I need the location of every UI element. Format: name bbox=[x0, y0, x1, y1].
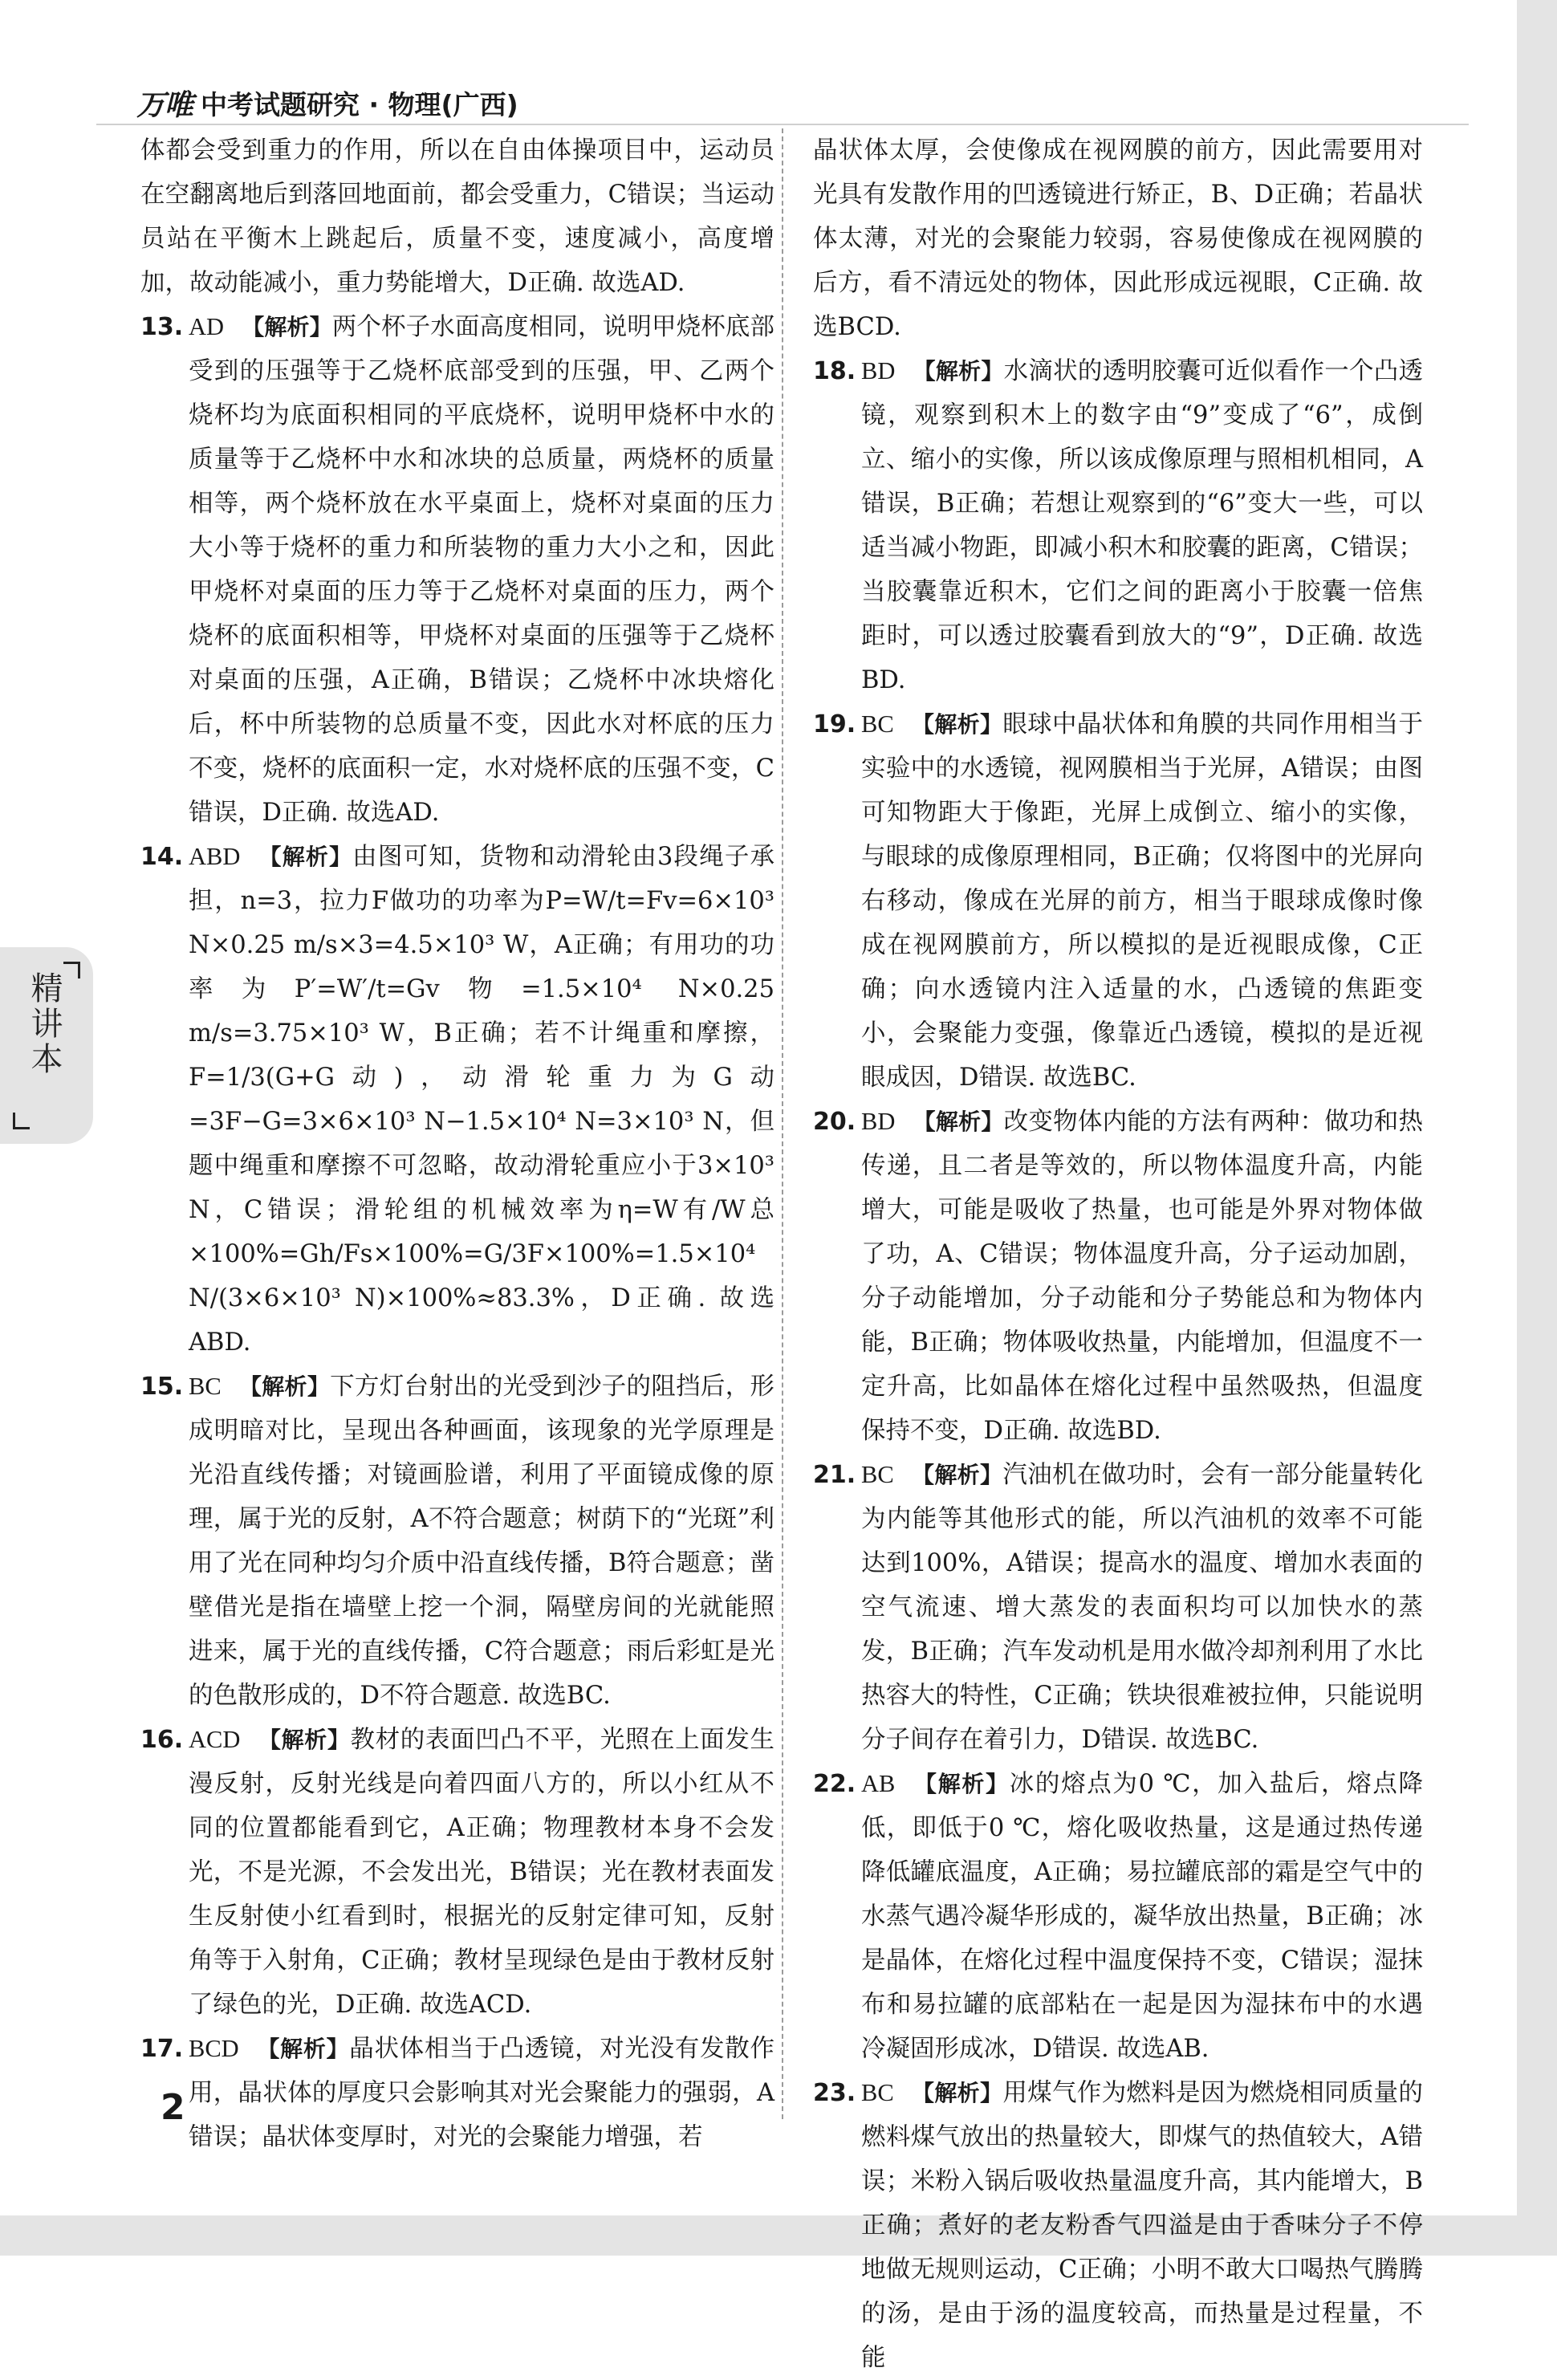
analysis-tag: 【解析】 bbox=[238, 1373, 331, 1400]
analysis-tag: 【解析】 bbox=[242, 314, 332, 340]
analysis-tag: 【解析】 bbox=[911, 711, 1003, 738]
answer-item bbox=[813, 2071, 1423, 2380]
analysis-text: 下方灯台射出的光受到沙子的阻挡后，形成明暗对比，呈现出各种画面，该现象的光学原理是光沿直线传播；对镜画脸谱，利用了平面镜成像的原理，属于光的反射，A不符合题意；树荫下的“光斑”利用了光在同种均匀介质中沿直线传播，B符合题意；凿壁借光是指在墙壁上挖一个洞，隔壁房间的光就能照进来，属于光的直线传播，C符合题意；雨后彩虹是光的色散形成的，D不符合题意. 故选BC. bbox=[189, 1373, 774, 1710]
analysis-tag: 【解析】 bbox=[258, 1727, 351, 1753]
answer-item bbox=[140, 1718, 774, 2027]
left-column bbox=[140, 128, 774, 2151]
question-number: 20. bbox=[813, 1108, 856, 1136]
answer-item bbox=[813, 1453, 1423, 1762]
continued-text: 晶状体太厚，会使像成在视网膜的前方，因此需要用对光具有发散作用的凹透镜进行矫正，B、D正确；若晶状体太薄，对光的会聚能力较弱，容易使像成在视网膜的后方，看不清远处的物体，因此形成远视眼，C正确. 故选BCD. bbox=[813, 136, 1423, 341]
question-number: 22. bbox=[813, 1770, 856, 1798]
answer-choice: BD bbox=[861, 357, 896, 384]
analysis-tag: 【解析】 bbox=[911, 1462, 1003, 1488]
side-tab[interactable] bbox=[0, 947, 93, 1144]
analysis-text: 教材的表面凹凸不平，光照在上面发生漫反射，反射光线是向着四面八方的，所以小红从不同的位置都能看到它，A正确；物理教材本身不会发光，不是光源，不会发出光，B错误；光在教材表面发生反射使小红看到时，根据光的反射定律可知，反射角等于入射角，C正确；教材呈现绿色是由于教材反射了绿色的光，D正确. 故选ACD. bbox=[189, 1726, 774, 2019]
analysis-text: 水滴状的透明胶囊可近似看作一个凸透镜，观察到积木上的数字由“9”变成了“6”，成倒立、缩小的实像，所以该成像原理与照相机相同，A错误，B正确；若想让观察到的“6”变大一些，可以适当减小物距，即减小积木和胶囊的距离，C错误；当胶囊靠近积木，它们之间的距离小于胶囊一倍焦距时，可以透过胶囊看到放大的“9”，D正确. 故选BD. bbox=[861, 357, 1423, 694]
header-rule bbox=[96, 124, 1469, 125]
analysis-text: 改变物体内能的方法有两种：做功和热传递，且二者是等效的，所以物体温度升高，内能增大，可能是吸收了热量，也可能是外界对物体做了功，A、C错误；物体温度升高，分子运动加剧，分子动能增加，分子动能和分子势能总和为物体内能，B正确；物体吸收热量，内能增加，但温度不一定升高，比如晶体在熔化过程中虽然吸热，但温度保持不变，D正确. 故选BD. bbox=[861, 1108, 1423, 1445]
analysis-tag: 【解析】 bbox=[911, 2080, 1003, 2106]
question-number: 23. bbox=[813, 2079, 856, 2107]
analysis-text: 晶状体相当于凸透镜，对光没有发散作用，晶状体的厚度只会影响其对光会聚能力的强弱，A错误；晶状体变厚时，对光的会聚能力增强，若 bbox=[189, 2035, 774, 2151]
answer-choice: ABD bbox=[189, 843, 241, 870]
page-number: 2 bbox=[161, 2087, 185, 2128]
answer-choice: BC bbox=[861, 2079, 894, 2106]
answer-choice: AD bbox=[189, 313, 225, 340]
analysis-text: 眼球中晶状体和角膜的共同作用相当于实验中的水透镜，视网膜相当于光屏，A错误；由图可知物距大于像距，光屏上成倒立、缩小的实像，与眼球的成像原理相同，B正确；仅将图中的光屏向右移动，像成在光屏的前方，相当于眼球成像时像成在视网膜前方，所以模拟的是近视眼成像，C正确；向水透镜内注入适量的水，凸透镜的焦距变小，会聚能力变强，像靠近凸透镜，模拟的是近视眼成因，D错误. 故选BC. bbox=[861, 710, 1423, 1092]
analysis-tag: 【解析】 bbox=[256, 2036, 350, 2062]
analysis-text: 由图可知，货物和动滑轮由3段绳子承担，n=3，拉力F做功的功率为P=W/t=Fv=6×10³ N×0.25 m/s×3=4.5×10³ W，A正确；有用功的功率为P′=W′/t=Gv物=1.5×10⁴ N×0.25 m/s=3.75×10³ W，B正确；若不计绳重和摩擦，F=1/3(G+G动)，动滑轮重力为G动=3F−G=3×6×10³ N−1.5×10⁴ N=3×10³ N，但题中绳重和摩擦不可忽略，故动滑轮重应小于3×10³ N，C错误；滑轮组的机械效率为η=W有/W总×100%=Gh/Fs×100%=G/3F×100%=1.5×10⁴ N/(3×6×10³ N)×100%≈83.3%，D正确. 故选ABD. bbox=[189, 843, 774, 1357]
page-edge-right bbox=[1517, 0, 1557, 2256]
analysis-text: 汽油机在做功时，会有一部分能量转化为内能等其他形式的能，所以汽油机的效率不可能达到100%，A错误；提高水的温度、增加水表面的空气流速、增大蒸发的表面积均可以加快水的蒸发，B正确；汽车发动机是用水做冷却剂利用了水比热容大的特性，C正确；铁块很难被拉伸，只能说明分子间存在着引力，D错误. 故选BC. bbox=[861, 1461, 1423, 1754]
answer-item bbox=[140, 305, 774, 835]
answer-item bbox=[140, 835, 774, 1365]
analysis-tag: 【解析】 bbox=[913, 1109, 1004, 1135]
right-column bbox=[813, 128, 1423, 2372]
analysis-tag: 【解析】 bbox=[258, 844, 353, 870]
column-divider bbox=[782, 128, 783, 2119]
answer-choice: AB bbox=[861, 1770, 896, 1797]
question-number: 21. bbox=[813, 1461, 856, 1489]
answer-choice: ACD bbox=[189, 1726, 241, 1753]
analysis-tag: 【解析】 bbox=[913, 1771, 1010, 1797]
question-number: 14. bbox=[140, 843, 184, 871]
question-number: 15. bbox=[140, 1373, 184, 1401]
side-tab-label: 精讲本 bbox=[26, 971, 63, 1077]
answer-choice: BC bbox=[861, 1461, 894, 1488]
answer-choice: BCD bbox=[189, 2035, 239, 2062]
analysis-tag: 【解析】 bbox=[913, 358, 1004, 384]
answer-item bbox=[813, 349, 1423, 702]
analysis-text: 两个杯子水面高度相同，说明甲烧杯底部受到的压强等于乙烧杯底部受到的压强，甲、乙两个烧杯均为底面积相同的平底烧杯，说明甲烧杯中水的质量等于乙烧杯中水和冰块的总质量，两烧杯的质量相等，两个烧杯放在水平桌面上，烧杯对桌面的压力大小等于烧杯的重力和所装物的重力大小之和，因此甲烧杯对桌面的压力等于乙烧杯对桌面的压力，两个烧杯的底面积相等，甲烧杯对桌面的压强等于乙烧杯对桌面的压强，A正确，B错误；乙烧杯中冰块熔化后，杯中所装物的总质量不变，因此水对杯底的压力不变，烧杯的底面积一定，水对烧杯底的压强不变，C错误，D正确. 故选AD. bbox=[189, 313, 774, 827]
corner-mark-icon bbox=[13, 1113, 30, 1129]
brand-logo: 万唯 bbox=[136, 88, 193, 122]
analysis-text: 冰的熔点为0 ℃，加入盐后，熔点降低，即低于0 ℃，熔化吸收热量，这是通过热传递降低罐底温度，A正确；易拉罐底部的霜是空气中的水蒸气遇冷凝华形成的，凝华放出热量，B正确；冰是晶体，在熔化过程中温度保持不变，C错误；湿抹布和易拉罐的底部粘在一起是因为湿抹布中的水遇冷凝固形成冰，D错误. 故选AB. bbox=[861, 1770, 1423, 2063]
answer-item bbox=[140, 2027, 774, 2159]
answer-item bbox=[813, 1762, 1423, 2071]
analysis-text: 用煤气作为燃料是因为燃烧相同质量的燃料煤气放出的热量较大，即煤气的热值较大，A错误；米粉入锅后吸收热量温度升高，其内能增大，B正确；煮好的老友粉香气四溢是由于香味分子不停地做无规则运动，C正确；小明不敢大口喝热气腾腾的汤，是由于汤的温度较高，而热量是过程量，不能 bbox=[861, 2079, 1423, 2372]
continued-text: 体都会受到重力的作用，所以在自由体操项目中，运动员在空翻离地后到落回地面前，都会受重力，C错误；当运动员站在平衡木上跳起后，质量不变，速度减小，高度增加，故动能减小，重力势能增大，D正确. 故选AD. bbox=[140, 136, 774, 297]
question-number: 16. bbox=[140, 1726, 184, 1754]
question-number: 13. bbox=[140, 313, 184, 341]
answer-item bbox=[813, 1100, 1423, 1453]
question-number: 17. bbox=[140, 2035, 184, 2063]
answer-choice: BC bbox=[861, 710, 894, 738]
question-number: 18. bbox=[813, 357, 856, 385]
page-header bbox=[136, 83, 1461, 122]
answer-choice: BC bbox=[189, 1373, 222, 1400]
book-title: 中考试题研究 · 物理(广西) bbox=[201, 88, 518, 120]
answer-item bbox=[813, 702, 1423, 1100]
answer-item bbox=[140, 1365, 774, 1718]
answer-choice: BD bbox=[861, 1108, 896, 1135]
question-number: 19. bbox=[813, 710, 856, 738]
